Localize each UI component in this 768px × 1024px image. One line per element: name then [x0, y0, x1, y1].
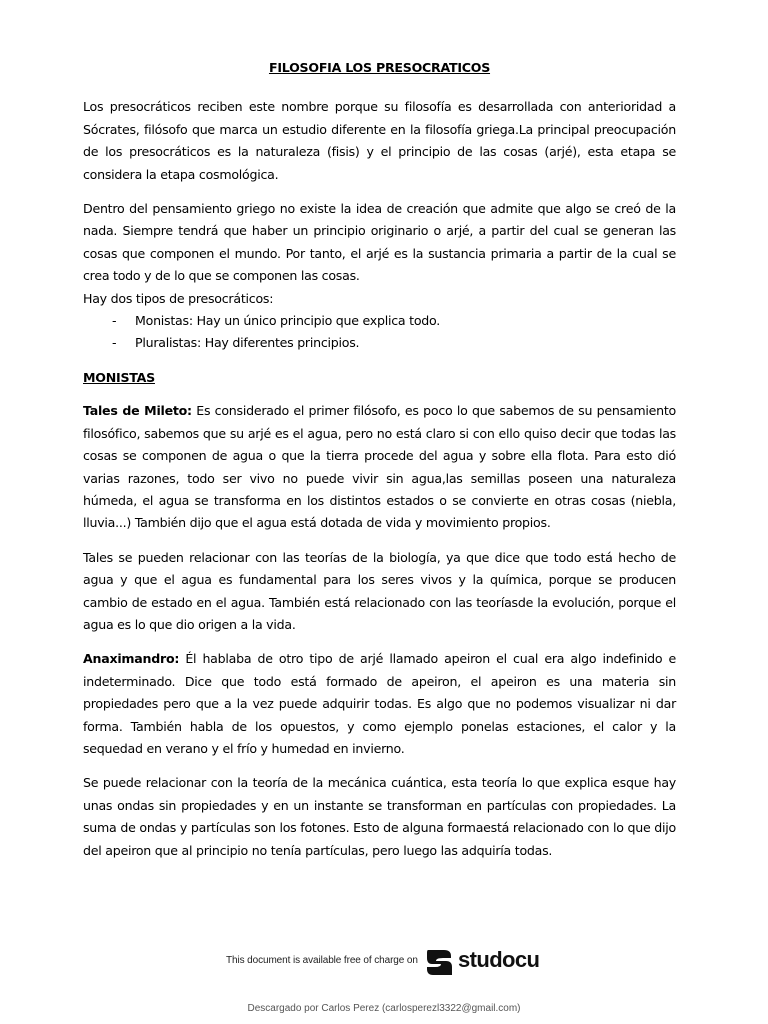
- intro-paragraph-1: Los presocráticos reciben este nombre porque su filosofía es desarrollada con anterioridad a Sócrates, filósofo que marca un estudio diferente en la filosofía griega.La principal preocupación de los presocráticos es la naturaleza (fisis) y el principio de las cosas (arjé), esta etapa se considera la etapa cosmológica.: [83, 99, 676, 182]
- anaximandro-relation-paragraph: Se puede relacionar con la teoría de la mecánica cuántica, esta teoría lo que explica esque hay unas ondas sin propiedades y en un instante se transforman en partículas con propiedades. La suma de ondas y partículas son los fotones. Esto de alguna formaestá relacionado con lo que dijo del apeiron que al principio no tenía partículas, pero luego las adquiría todas.: [83, 775, 676, 858]
- list-item-text: Pluralistas: Hay diferentes principios.: [135, 335, 360, 351]
- types-intro: Hay dos tipos de presocráticos:: [83, 290, 274, 306]
- list-dash: -: [112, 313, 117, 329]
- section-heading-monistas: MONISTAS: [83, 369, 155, 385]
- anaximandro-text: Él hablaba de otro tipo de arjé llamado apeiron el cual era algo indefinido e indeterminado. Dice que todo está formado de apeiron, el apeiron es una materia sin propiedades pero que a la vez puede adquirir todas. Es algo que no podemos visualizar ni dar forma. También habla de los opuestos, y como ejemplo ponelas estaciones, el calor y la sequedad en verano y el frío y humedad en invierno.: [83, 651, 676, 756]
- availability-text: This document is available free of charge on: [226, 955, 418, 966]
- list-item: [83, 310, 676, 332]
- download-note: Descargado por Carlos Perez (carlosperezl3322@gmail.com): [247, 1003, 521, 1014]
- list-dash: -: [112, 335, 117, 351]
- tales-paragraph: [83, 400, 676, 534]
- tales-relation-paragraph: Tales se pueden relacionar con las teorías de la biología, ya que dice que todo está hecho de agua y que el agua es fundamental para los seres vivos y la química, porque se producen cambio de estado en el agua. También está relacionado con las teoríasde la evolución, porque el agua es lo que dio origen a la vida.: [83, 549, 676, 632]
- presocratic-types-list: [83, 310, 676, 355]
- document-title: FILOSOFIA LOS PRESOCRATICOS: [268, 60, 491, 75]
- list-item-text: Monistas: Hay un único principio que explica todo.: [135, 313, 441, 329]
- studocu-brand-name: studocu: [458, 947, 540, 972]
- anaximandro-name: Anaximandro:: [83, 651, 180, 667]
- tales-name: Tales de Mileto:: [83, 403, 192, 419]
- studocu-logo-icon: [424, 945, 454, 982]
- studocu-banner[interactable]: [0, 944, 768, 980]
- list-item: [83, 332, 676, 354]
- tales-text: Es considerado el primer filósofo, es poco lo que sabemos de su pensamiento filosófico, sabemos que su arjé es el agua, pero no está claro si con ello quiso decir que todas las cosas se componen de agua o que la tierra procede del agua y sobre ella flota. Para esto dió varias razones, todo ser vivo no puede vivir sin agua,las semillas poseen una naturaleza húmeda, el agua se transforma en los distintos estados o se convierte en otras cosas (niebla, lluvia...) También dijo que el agua está dotada de vida y movimiento propios.: [83, 403, 677, 531]
- anaximandro-paragraph: [83, 648, 676, 760]
- document-body: [83, 57, 676, 874]
- intro-paragraph-2: Dentro del pensamiento griego no existe la idea de creación que admite que algo se creó de la nada. Siempre tendrá que haber un principio originario o arjé, a partir del cual se generan las cosas que componen el mundo. Por tanto, el arjé es la sustancia primaria a partir de la cual se crea todo y de lo que se componen las cosas.: [83, 201, 676, 284]
